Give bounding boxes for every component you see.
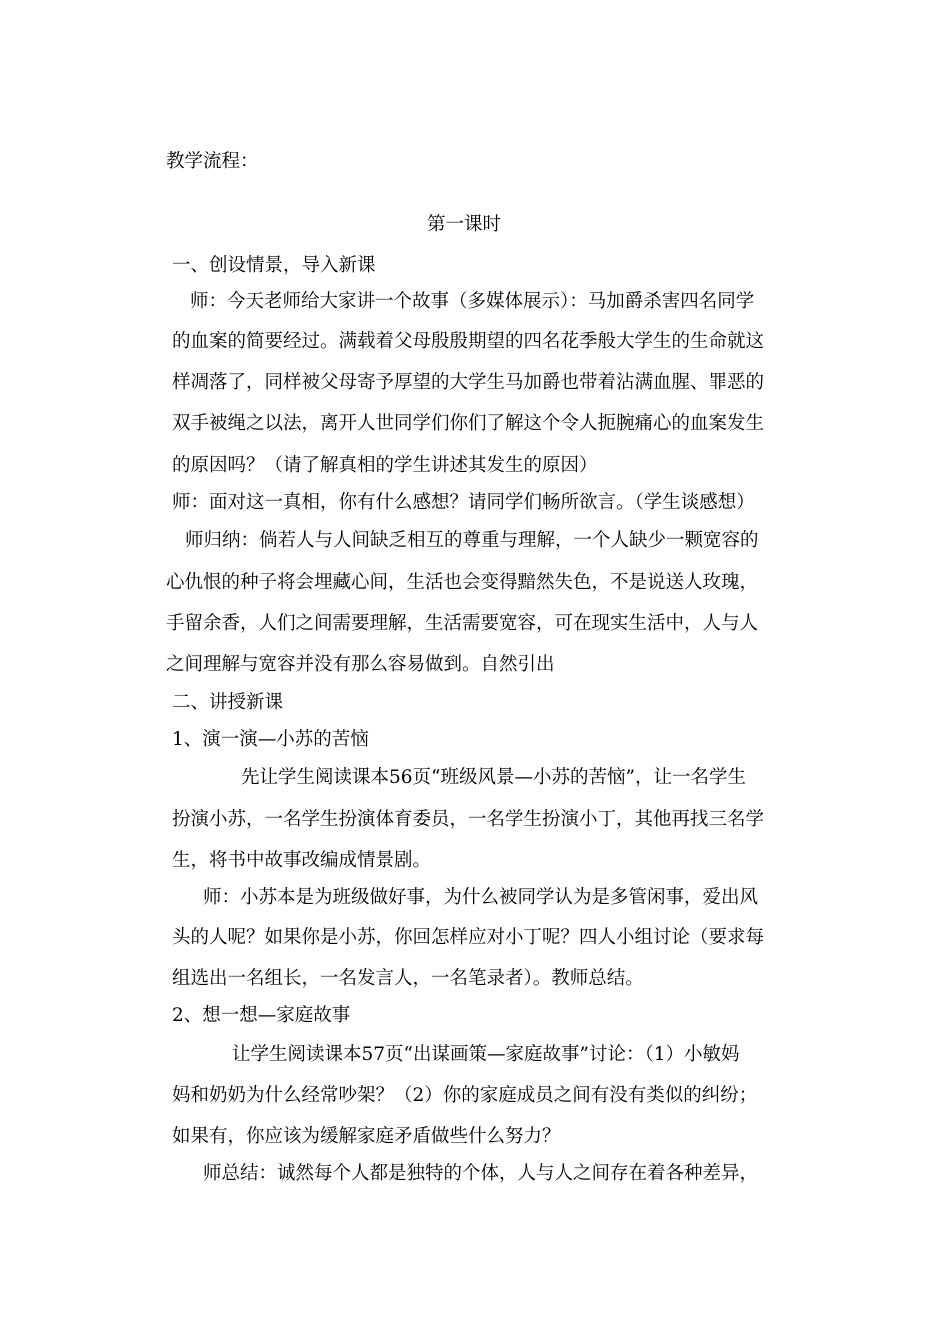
lesson-title: 第一课时 (427, 214, 502, 235)
paragraph-line: 的血案的简要经过。满载着父母殷殷期望的四名花季般大学生的生命就这 (172, 331, 765, 352)
paragraph-line: 样凋落了，同样被父母寄予厚望的大学生马加爵也带着沾满血腥、罪恶的 (172, 372, 765, 393)
subheading-1: 1、演一演—小苏的苦恼 (172, 729, 369, 750)
paragraph-line: 组选出一名组长，一名发言人，一名笔录者）。教师总结。 (172, 968, 644, 989)
paragraph-line: 头的人呢？如果你是小苏，你回怎样应对小丁呢？四人小组讨论（要求每 (172, 927, 765, 948)
paragraph-line: 手留余香，人们之间需要理解，生活需要宽容，可在现实生活中，人与人 (166, 613, 759, 634)
paragraph-line: 双手被绳之以法，离开人世同学们你们了解这个令人扼腕痛心的血案发生 (172, 413, 765, 434)
paragraph-line: 妈和奶奶为什么经常吵架？（2）你的家庭成员之间有没有类似的纠纷； (172, 1085, 758, 1106)
section-heading: 教学流程： (166, 151, 259, 172)
paragraph-line: 师总结：诚然每个人都是独特的个体，人与人之间存在着各种差异， (203, 1163, 759, 1184)
paragraph-line: 的原因吗？（请了解真相的学生讲述其发生的原因） (172, 455, 598, 476)
heading-2: 二、讲授新课 (172, 692, 284, 713)
paragraph-line: 师归纳：倘若人与人间缺乏相互的尊重与理解，一个人缺少一颗宽容的 (185, 530, 759, 551)
paragraph-line: 之间理解与宽容并没有那么容易做到。自然引出 (166, 654, 555, 675)
paragraph-line: 扮演小苏，一名学生扮演体育委员，一名学生扮演小丁，其他再找三名学 (172, 809, 765, 830)
paragraph-line: 生，将书中故事改编成情景剧。 (172, 850, 432, 871)
subheading-2: 2、想一想—家庭故事 (172, 1005, 351, 1026)
paragraph-line: 心仇恨的种子将会埋藏心间，生活也会变得黯然失色，不是说送人玫瑰， (166, 572, 759, 593)
paragraph-line: 师：面对这一真相，你有什么感想？请同学们畅所欲言。（学生谈感想） (172, 492, 755, 513)
paragraph-line: 先让学生阅读课本56页“班级风景—小苏的苦恼”，让一名学生 (241, 767, 746, 788)
paragraph-line: 如果有，你应该为缓解家庭矛盾做些什么努力？ (172, 1126, 561, 1147)
paragraph-line: 让学生阅读课本57页“出谋画策—家庭故事”讨论：（1）小敏妈 (232, 1044, 740, 1065)
heading-1: 一、创设情景，导入新课 (172, 255, 376, 276)
paragraph-line: 师：今天老师给大家讲一个故事（多媒体展示）：马加爵杀害四名同学 (190, 291, 755, 312)
paragraph-line: 师：小苏本是为班级做好事，为什么被同学认为是多管闲事，爱出风 (203, 887, 759, 908)
